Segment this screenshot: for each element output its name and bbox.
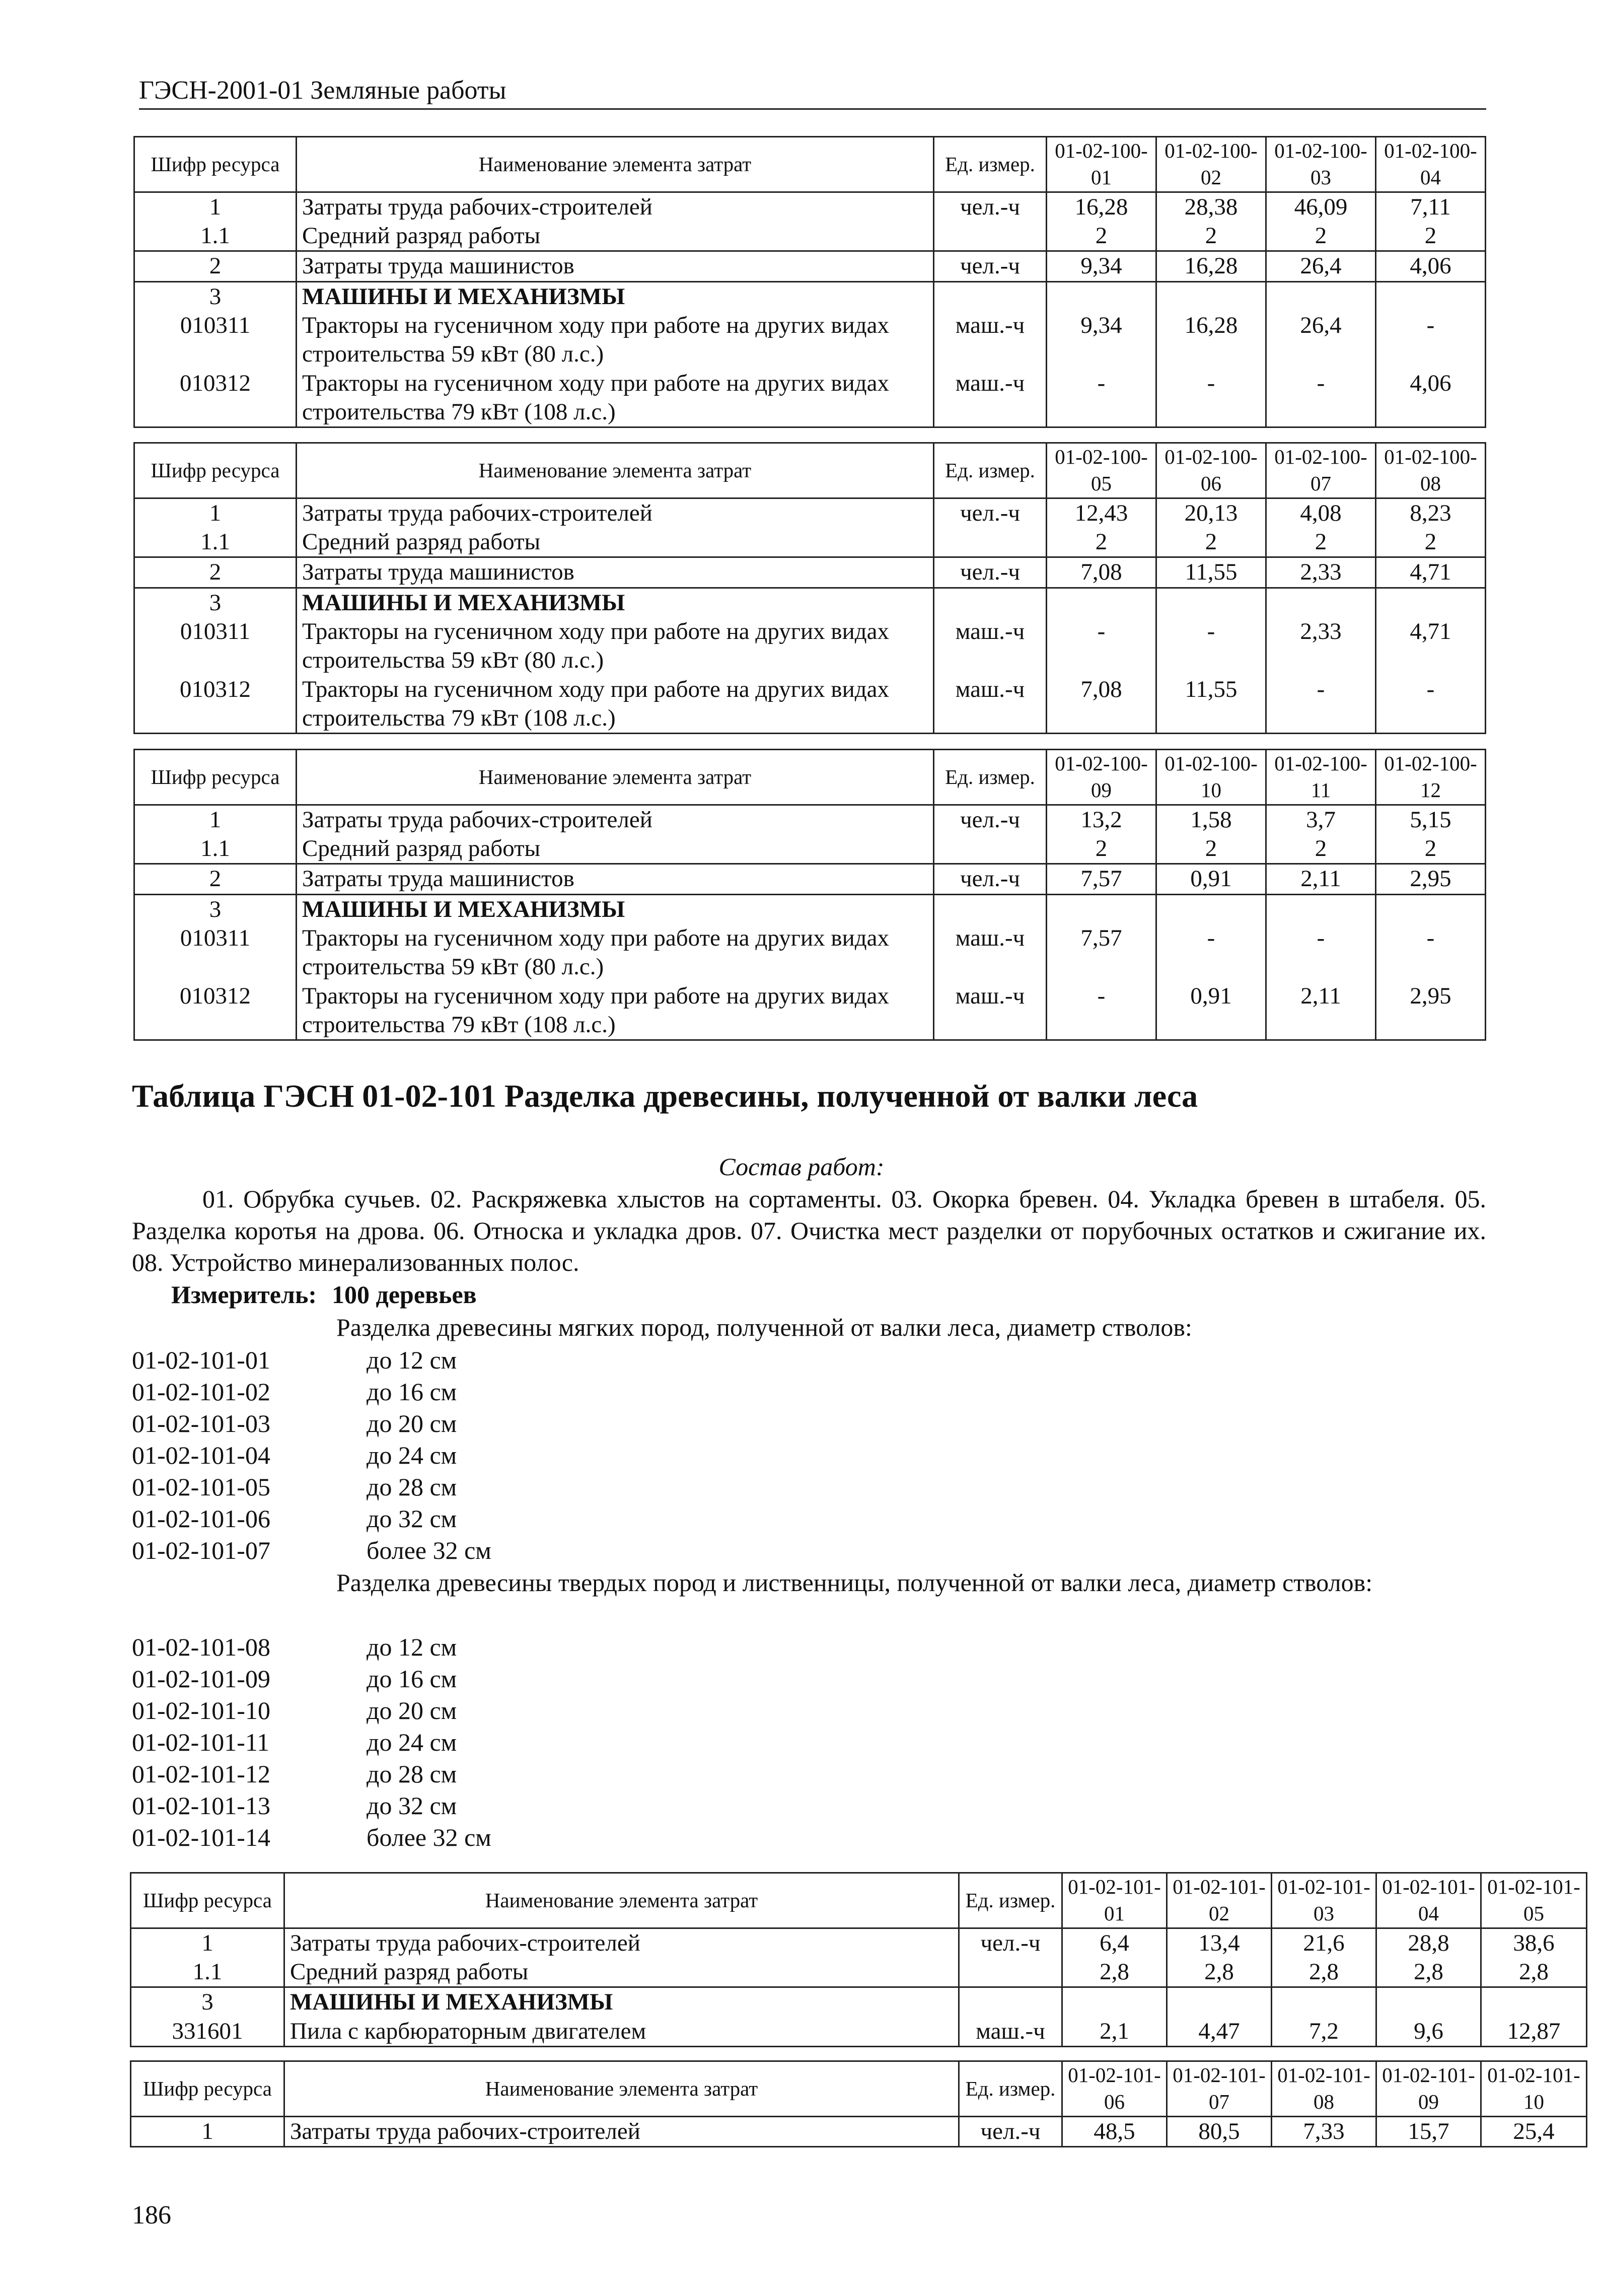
table-row bbox=[131, 1987, 1587, 2017]
resource-value: 2,33 bbox=[1266, 617, 1376, 675]
header-norm-code: 01-02-100-05 bbox=[1047, 443, 1156, 498]
resource-code: 1.1 bbox=[134, 222, 297, 251]
resource-value bbox=[1272, 1987, 1376, 2017]
header-unit: Ед. измер. bbox=[934, 750, 1047, 805]
resource-value: 7,2 bbox=[1272, 2017, 1376, 2047]
resource-value: 15,7 bbox=[1376, 2116, 1481, 2146]
norm-description: до 24 см bbox=[367, 1441, 457, 1469]
header-norm-code: 01-02-101-09 bbox=[1376, 2061, 1481, 2117]
resource-name: Средний разряд работы bbox=[297, 222, 934, 251]
resource-value: 2 bbox=[1156, 528, 1266, 557]
table-header-row bbox=[134, 443, 1486, 498]
resource-value bbox=[1376, 1987, 1481, 2017]
resource-value: 7,57 bbox=[1047, 864, 1156, 894]
resource-code: 3 bbox=[134, 894, 297, 924]
header-norm-code: 01-02-100-06 bbox=[1156, 443, 1266, 498]
resource-value: 2,11 bbox=[1266, 864, 1376, 894]
resource-value: 26,4 bbox=[1266, 251, 1376, 281]
resource-code: 3 bbox=[131, 1987, 284, 2017]
resource-unit bbox=[959, 1987, 1062, 2017]
resource-value: 4,71 bbox=[1376, 617, 1486, 675]
header-name: Наименование элемента затрат bbox=[284, 1873, 959, 1928]
resource-value: 2,1 bbox=[1062, 2017, 1167, 2047]
header-norm-code: 01-02-100-01 bbox=[1047, 137, 1156, 192]
resource-unit bbox=[959, 1958, 1062, 1987]
resource-value bbox=[1376, 894, 1486, 924]
norm-description: до 16 см bbox=[367, 1665, 457, 1693]
table-row bbox=[134, 498, 1486, 528]
resource-unit: чел.-ч bbox=[959, 1928, 1062, 1958]
table-title: Таблица ГЭСН 01-02-101 Разделка древесины, полученной от валки леса bbox=[132, 1078, 1198, 1114]
table-row bbox=[134, 281, 1486, 311]
resource-value: 48,5 bbox=[1062, 2116, 1167, 2146]
running-header: ГЭСН-2001-01 Земляные работы bbox=[139, 76, 1486, 110]
resource-value: 2 bbox=[1376, 222, 1486, 251]
header-norm-code: 01-02-100-07 bbox=[1266, 443, 1376, 498]
resource-unit bbox=[934, 281, 1047, 311]
resource-name: МАШИНЫ И МЕХАНИЗМЫ bbox=[297, 588, 934, 617]
resource-unit: чел.-ч bbox=[959, 2116, 1062, 2146]
resource-value: 4,08 bbox=[1266, 498, 1376, 528]
resource-code: 1.1 bbox=[134, 834, 297, 864]
norm-code: 01-02-101-04 bbox=[132, 1441, 270, 1469]
resource-code: 1 bbox=[134, 192, 297, 222]
page-number: 186 bbox=[132, 2201, 171, 2230]
resource-value: 0,91 bbox=[1156, 982, 1266, 1040]
resource-name: Затраты труда рабочих-строителей bbox=[284, 2116, 959, 2146]
norm-code: 01-02-101-01 bbox=[132, 1346, 270, 1374]
resource-value: - bbox=[1047, 617, 1156, 675]
resource-table-100-09-12 bbox=[133, 749, 1486, 1041]
resource-value: 46,09 bbox=[1266, 192, 1376, 222]
resource-value bbox=[1047, 894, 1156, 924]
resource-code: 3 bbox=[134, 281, 297, 311]
resource-value bbox=[1047, 588, 1156, 617]
resource-value: 2 bbox=[1266, 834, 1376, 864]
works-composition-text: 01. Обрубка сучьев. 02. Раскряжевка хлыстов на сортаменты. 03. Окорка бревен. 04. Укладка бревен в штабеля. 05. Разделка коротья на дрова. 06. Относка и укладка дров. 07. Очистка мест разделки от порубочных остатков и сжигание их. 08. Устройство минерализованных полос. bbox=[132, 1185, 1486, 1276]
resource-value: - bbox=[1156, 617, 1266, 675]
header-unit: Ед. измер. bbox=[934, 443, 1047, 498]
table-row bbox=[134, 894, 1486, 924]
table-header-row bbox=[134, 750, 1486, 805]
resource-value: 13,4 bbox=[1167, 1928, 1272, 1958]
header-unit: Ед. измер. bbox=[959, 2061, 1062, 2117]
resource-value: 1,58 bbox=[1156, 805, 1266, 834]
resource-table-100-01-04 bbox=[133, 136, 1486, 428]
resource-code: 1.1 bbox=[131, 1958, 284, 1987]
norm-description: до 12 см bbox=[367, 1633, 457, 1661]
resource-unit: чел.-ч bbox=[934, 498, 1047, 528]
header-norm-code: 01-02-100-11 bbox=[1266, 750, 1376, 805]
resource-unit: маш.-ч bbox=[934, 675, 1047, 734]
resource-name: Тракторы на гусеничном ходу при работе на других видах строительства 79 кВт (108 л.с.) bbox=[297, 675, 934, 734]
resource-name: Тракторы на гусеничном ходу при работе на других видах строительства 59 кВт (80 л.с.) bbox=[297, 617, 934, 675]
table-row bbox=[134, 528, 1486, 557]
resource-value bbox=[1266, 588, 1376, 617]
resource-code: 010312 bbox=[134, 675, 297, 734]
resource-name: Средний разряд работы bbox=[284, 1958, 959, 1987]
resource-value: 7,57 bbox=[1047, 924, 1156, 982]
resource-value: 9,6 bbox=[1376, 2017, 1481, 2047]
resource-value: 8,23 bbox=[1376, 498, 1486, 528]
resource-unit: маш.-ч bbox=[959, 2017, 1062, 2047]
resource-code: 010312 bbox=[134, 369, 297, 427]
resource-value: 11,55 bbox=[1156, 557, 1266, 588]
measure-unit bbox=[171, 1280, 477, 1309]
header-unit: Ед. измер. bbox=[959, 1873, 1062, 1928]
resource-value: 4,06 bbox=[1376, 251, 1486, 281]
resource-value: 21,6 bbox=[1272, 1928, 1376, 1958]
norm-description: до 28 см bbox=[367, 1760, 457, 1788]
resource-value: 16,28 bbox=[1047, 192, 1156, 222]
header-norm-code: 01-02-100-04 bbox=[1376, 137, 1486, 192]
resource-value: 9,34 bbox=[1047, 251, 1156, 281]
norm-code: 01-02-101-02 bbox=[132, 1378, 270, 1406]
resource-value: 7,08 bbox=[1047, 675, 1156, 734]
resource-code: 1.1 bbox=[134, 528, 297, 557]
resource-unit: маш.-ч bbox=[934, 617, 1047, 675]
header-norm-code: 01-02-101-04 bbox=[1376, 1873, 1481, 1928]
norm-description: до 32 см bbox=[367, 1504, 457, 1533]
norm-description: более 32 см bbox=[367, 1823, 491, 1851]
resource-code: 2 bbox=[134, 557, 297, 588]
table-row bbox=[134, 311, 1486, 369]
header-norm-code: 01-02-100-02 bbox=[1156, 137, 1266, 192]
resource-value: 2 bbox=[1376, 528, 1486, 557]
resource-value: 2,8 bbox=[1376, 1958, 1481, 1987]
header-code: Шифр ресурса bbox=[134, 443, 297, 498]
resource-value bbox=[1047, 281, 1156, 311]
resource-code: 2 bbox=[134, 864, 297, 894]
resource-unit: маш.-ч bbox=[934, 924, 1047, 982]
measure-label: Измеритель: bbox=[171, 1280, 317, 1309]
resource-value: 25,4 bbox=[1481, 2116, 1587, 2146]
resource-name: Тракторы на гусеничном ходу при работе на других видах строительства 79 кВт (108 л.с.) bbox=[297, 369, 934, 427]
resource-name: Затраты труда машинистов bbox=[297, 864, 934, 894]
header-norm-code: 01-02-101-05 bbox=[1481, 1873, 1587, 1928]
resource-value: - bbox=[1266, 675, 1376, 734]
resource-unit: чел.-ч bbox=[934, 864, 1047, 894]
table-row bbox=[134, 834, 1486, 864]
resource-name: Затраты труда машинистов bbox=[297, 557, 934, 588]
resource-code: 1 bbox=[134, 498, 297, 528]
resource-value: 2,33 bbox=[1266, 557, 1376, 588]
header-code: Шифр ресурса bbox=[131, 1873, 284, 1928]
resource-unit bbox=[934, 528, 1047, 557]
resource-table-100-05-08 bbox=[133, 442, 1486, 734]
resource-value: 7,11 bbox=[1376, 192, 1486, 222]
header-name: Наименование элемента затрат bbox=[297, 443, 934, 498]
header-norm-code: 01-02-101-10 bbox=[1481, 2061, 1587, 2117]
table-row bbox=[134, 805, 1486, 834]
resource-unit: чел.-ч bbox=[934, 251, 1047, 281]
resource-value: 4,47 bbox=[1167, 2017, 1272, 2047]
resource-name: МАШИНЫ И МЕХАНИЗМЫ bbox=[297, 894, 934, 924]
resource-value bbox=[1481, 1987, 1587, 2017]
resource-code: 1 bbox=[131, 1928, 284, 1958]
norm-description: до 12 см bbox=[367, 1346, 457, 1374]
works-composition-label: Состав работ: bbox=[718, 1153, 885, 1181]
norm-description: до 28 см bbox=[367, 1473, 457, 1501]
resource-value: 0,91 bbox=[1156, 864, 1266, 894]
table-row bbox=[131, 1958, 1587, 1987]
table-row bbox=[134, 557, 1486, 588]
resource-name: МАШИНЫ И МЕХАНИЗМЫ bbox=[284, 1987, 959, 2017]
norm-description: до 24 см bbox=[367, 1728, 457, 1756]
resource-value: 80,5 bbox=[1167, 2116, 1272, 2146]
resource-value: 7,33 bbox=[1272, 2116, 1376, 2146]
table-row bbox=[134, 617, 1486, 675]
resource-value bbox=[1062, 1987, 1167, 2017]
resource-value: 11,55 bbox=[1156, 675, 1266, 734]
table-header-row bbox=[131, 2061, 1587, 2117]
resource-code: 1 bbox=[134, 805, 297, 834]
resource-name: Тракторы на гусеничном ходу при работе на других видах строительства 59 кВт (80 л.с.) bbox=[297, 311, 934, 369]
resource-name: Затраты труда машинистов bbox=[297, 251, 934, 281]
resource-value bbox=[1266, 281, 1376, 311]
resource-name: Затраты труда рабочих-строителей bbox=[297, 498, 934, 528]
resource-value: - bbox=[1376, 311, 1486, 369]
table-row bbox=[134, 864, 1486, 894]
resource-value: 2 bbox=[1047, 222, 1156, 251]
header-name: Наименование элемента затрат bbox=[297, 750, 934, 805]
resource-unit bbox=[934, 894, 1047, 924]
group-heading-hard-wood: Разделка древесины твердых пород и лиственницы, полученной от валки леса, диаметр стволов: bbox=[336, 1568, 1373, 1597]
table-row bbox=[131, 2116, 1587, 2146]
header-norm-code: 01-02-101-01 bbox=[1062, 1873, 1167, 1928]
norm-code: 01-02-101-11 bbox=[132, 1728, 270, 1756]
resource-name: Средний разряд работы bbox=[297, 528, 934, 557]
header-norm-code: 01-02-100-12 bbox=[1376, 750, 1486, 805]
header-norm-code: 01-02-101-06 bbox=[1062, 2061, 1167, 2117]
resource-unit: чел.-ч bbox=[934, 192, 1047, 222]
resource-value: - bbox=[1047, 369, 1156, 427]
norm-description: до 20 см bbox=[367, 1696, 457, 1725]
resource-name: Средний разряд работы bbox=[297, 834, 934, 864]
norm-code: 01-02-101-08 bbox=[132, 1633, 270, 1661]
resource-value: - bbox=[1047, 982, 1156, 1040]
resource-unit bbox=[934, 834, 1047, 864]
resource-value: 28,8 bbox=[1376, 1928, 1481, 1958]
norm-code: 01-02-101-10 bbox=[132, 1696, 270, 1725]
resource-value: 9,34 bbox=[1047, 311, 1156, 369]
header-name: Наименование элемента затрат bbox=[284, 2061, 959, 2117]
resource-unit: чел.-ч bbox=[934, 557, 1047, 588]
resource-value: - bbox=[1376, 675, 1486, 734]
resource-value: 2 bbox=[1266, 528, 1376, 557]
resource-value: 2,8 bbox=[1062, 1958, 1167, 1987]
norm-description: до 32 см bbox=[367, 1791, 457, 1820]
norm-code: 01-02-101-07 bbox=[132, 1536, 270, 1564]
resource-value: - bbox=[1376, 924, 1486, 982]
resource-code: 3 bbox=[134, 588, 297, 617]
resource-value: 2,8 bbox=[1481, 1958, 1587, 1987]
resource-value: - bbox=[1156, 369, 1266, 427]
resource-code: 2 bbox=[134, 251, 297, 281]
resource-value: 4,06 bbox=[1376, 369, 1486, 427]
resource-value: 2,8 bbox=[1272, 1958, 1376, 1987]
header-name: Наименование элемента затрат bbox=[297, 137, 934, 192]
resource-unit bbox=[934, 588, 1047, 617]
norm-description: до 20 см bbox=[367, 1409, 457, 1438]
table-row bbox=[134, 251, 1486, 281]
table-row bbox=[134, 924, 1486, 982]
resource-name: Затраты труда рабочих-строителей bbox=[297, 805, 934, 834]
resource-code: 010311 bbox=[134, 617, 297, 675]
resource-value: 12,43 bbox=[1047, 498, 1156, 528]
resource-value: - bbox=[1266, 369, 1376, 427]
resource-value: 5,15 bbox=[1376, 805, 1486, 834]
resource-value: 16,28 bbox=[1156, 251, 1266, 281]
norm-code: 01-02-101-12 bbox=[132, 1760, 270, 1788]
norm-code: 01-02-101-05 bbox=[132, 1473, 270, 1501]
norm-description: более 32 см bbox=[367, 1536, 491, 1564]
resource-value: 20,13 bbox=[1156, 498, 1266, 528]
resource-value: - bbox=[1156, 924, 1266, 982]
resource-value: 2,95 bbox=[1376, 864, 1486, 894]
resource-value bbox=[1156, 894, 1266, 924]
norm-code: 01-02-101-13 bbox=[132, 1791, 270, 1820]
resource-value bbox=[1167, 1987, 1272, 2017]
table-row bbox=[134, 982, 1486, 1040]
resource-code: 331601 bbox=[131, 2017, 284, 2047]
resource-unit: маш.-ч bbox=[934, 369, 1047, 427]
resource-value: 2,8 bbox=[1167, 1958, 1272, 1987]
resource-value: 3,7 bbox=[1266, 805, 1376, 834]
resource-name: Затраты труда рабочих-строителей bbox=[284, 1928, 959, 1958]
resource-value: 12,87 bbox=[1481, 2017, 1587, 2047]
measure-value: 100 деревьев bbox=[332, 1280, 477, 1309]
resource-code: 1 bbox=[131, 2116, 284, 2146]
table-header-row bbox=[134, 137, 1486, 192]
header-code: Шифр ресурса bbox=[134, 750, 297, 805]
table-row bbox=[134, 675, 1486, 734]
norm-code: 01-02-101-03 bbox=[132, 1409, 270, 1438]
resource-code: 010311 bbox=[134, 311, 297, 369]
group-heading-soft-wood: Разделка древесины мягких пород, полученной от валки леса, диаметр стволов: bbox=[336, 1313, 1192, 1341]
resource-value bbox=[1266, 894, 1376, 924]
resource-value: 2 bbox=[1156, 222, 1266, 251]
resource-value: 6,4 bbox=[1062, 1928, 1167, 1958]
resource-value: 2 bbox=[1047, 834, 1156, 864]
resource-value bbox=[1376, 281, 1486, 311]
resource-unit: маш.-ч bbox=[934, 311, 1047, 369]
resource-value: 13,2 bbox=[1047, 805, 1156, 834]
header-norm-code: 01-02-101-08 bbox=[1272, 2061, 1376, 2117]
resource-name: Тракторы на гусеничном ходу при работе на других видах строительства 59 кВт (80 л.с.) bbox=[297, 924, 934, 982]
norm-code: 01-02-101-09 bbox=[132, 1665, 270, 1693]
table-header-row bbox=[131, 1873, 1587, 1928]
header-code: Шифр ресурса bbox=[131, 2061, 284, 2117]
resource-value: 16,28 bbox=[1156, 311, 1266, 369]
table-row bbox=[134, 222, 1486, 251]
resource-value bbox=[1376, 588, 1486, 617]
header-norm-code: 01-02-101-02 bbox=[1167, 1873, 1272, 1928]
resource-unit bbox=[934, 222, 1047, 251]
header-norm-code: 01-02-100-03 bbox=[1266, 137, 1376, 192]
resource-name: Пила с карбюраторным двигателем bbox=[284, 2017, 959, 2047]
resource-code: 010311 bbox=[134, 924, 297, 982]
table-row bbox=[131, 1928, 1587, 1958]
resource-code: 010312 bbox=[134, 982, 297, 1040]
header-norm-code: 01-02-100-08 bbox=[1376, 443, 1486, 498]
resource-value: - bbox=[1266, 924, 1376, 982]
header-norm-code: 01-02-101-07 bbox=[1167, 2061, 1272, 2117]
table-row bbox=[131, 2017, 1587, 2047]
resource-value: 2,11 bbox=[1266, 982, 1376, 1040]
resource-table-101-06-10 bbox=[130, 2060, 1587, 2147]
resource-value: 2 bbox=[1266, 222, 1376, 251]
resource-name: Тракторы на гусеничном ходу при работе на других видах строительства 79 кВт (108 л.с.) bbox=[297, 982, 934, 1040]
resource-value: 28,38 bbox=[1156, 192, 1266, 222]
table-row bbox=[134, 369, 1486, 427]
header-norm-code: 01-02-100-10 bbox=[1156, 750, 1266, 805]
resource-value: 2,95 bbox=[1376, 982, 1486, 1040]
header-norm-code: 01-02-100-09 bbox=[1047, 750, 1156, 805]
resource-value: 7,08 bbox=[1047, 557, 1156, 588]
resource-value bbox=[1156, 588, 1266, 617]
table-row bbox=[134, 588, 1486, 617]
norm-code: 01-02-101-06 bbox=[132, 1504, 270, 1533]
header-unit: Ед. измер. bbox=[934, 137, 1047, 192]
resource-name: Затраты труда рабочих-строителей bbox=[297, 192, 934, 222]
resource-value bbox=[1156, 281, 1266, 311]
resource-value: 38,6 bbox=[1481, 1928, 1587, 1958]
resource-unit: чел.-ч bbox=[934, 805, 1047, 834]
norm-code: 01-02-101-14 bbox=[132, 1823, 270, 1851]
header-norm-code: 01-02-101-03 bbox=[1272, 1873, 1376, 1928]
resource-name: МАШИНЫ И МЕХАНИЗМЫ bbox=[297, 281, 934, 311]
resource-unit: маш.-ч bbox=[934, 982, 1047, 1040]
norm-description: до 16 см bbox=[367, 1378, 457, 1406]
header-code: Шифр ресурса bbox=[134, 137, 297, 192]
resource-value: 26,4 bbox=[1266, 311, 1376, 369]
table-row bbox=[134, 192, 1486, 222]
resource-value: 2 bbox=[1047, 528, 1156, 557]
resource-value: 2 bbox=[1376, 834, 1486, 864]
resource-table-101-01-05 bbox=[130, 1872, 1587, 2047]
resource-value: 2 bbox=[1156, 834, 1266, 864]
resource-value: 4,71 bbox=[1376, 557, 1486, 588]
